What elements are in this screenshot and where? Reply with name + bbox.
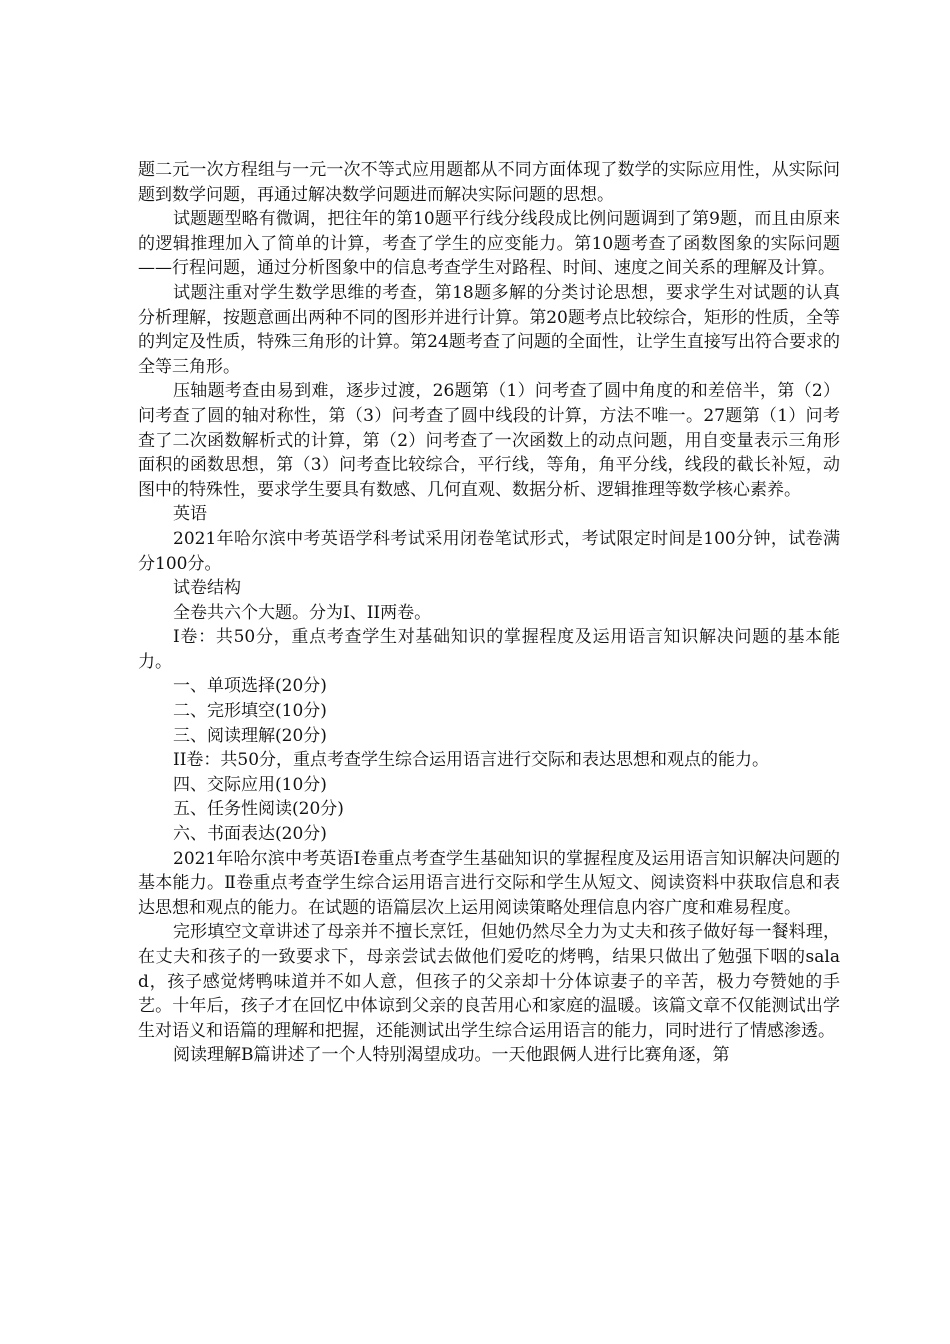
paragraph-reading-b: 阅读理解B篇讲述了一个人特别渴望成功。一天他跟俩人进行比赛角逐，第 [173, 1045, 730, 1066]
section-heading-english: 英语 [173, 504, 207, 525]
list-item-section-four: 四、交际应用(10分) [173, 774, 327, 795]
paragraph-exam-format: 2021年哈尔滨中考英语学科考试采用闭卷笔试形式，考试限定时间是100分钟，试卷满分100分。 [138, 528, 840, 574]
paragraph-2: 试题题型略有微调，把往年的第10题平行线分线段成比例问题调到了第9题，而且由原来的逻辑推理加入了简单的计算，考查了学生的应变能力。第10题考查了函数图象的实际问题——行程问题，通过分析图象中的信息考查学生对路程、时间、速度之间关系的理解及计算。 [138, 209, 840, 279]
paragraph-paper-one: I卷：共50分，重点考查学生对基础知识的掌握程度及运用语言知识解决问题的基本能力。 [138, 627, 840, 672]
document-page [138, 158, 840, 1068]
paragraph-3: 试题注重对学生数学思维的考查，第18题多解的分类讨论思想，要求学生对试题的认真分析理解，按题意画出两种不同的图形并进行计算。第20题考点比较综合，矩形的性质，全等的判定及性质，特殊三角形的计算。第24题考查了问题的全面性，让学生直接写出符合要求的全等三角形。 [138, 282, 840, 377]
list-item-section-six: 六、书面表达(20分) [173, 824, 327, 845]
list-item-section-three: 三、阅读理解(20分) [173, 725, 327, 746]
subheading-paper-structure: 试卷结构 [173, 578, 241, 599]
paragraph-analysis: 2021年哈尔滨中考英语Ⅰ卷重点考查学生基础知识的掌握程度及运用语言知识解决问题的基本能力。Ⅱ卷重点考查学生综合运用语言进行交际和学生从短文、阅读资料中获取信息和表达思想和观点的能力。在试题的语篇层次上运用阅读策略处理信息内容广度和难易程度。 [138, 848, 840, 918]
list-item-section-one: 一、单项选择(20分) [173, 676, 327, 697]
list-item-section-two: 二、完形填空(10分) [173, 701, 327, 722]
paragraph-paper-two: II卷：共50分，重点考查学生综合运用语言进行交际和表达思想和观点的能力。 [173, 750, 770, 771]
paragraph-structure-overview: 全卷共六个大题。分为I、II两卷。 [173, 602, 432, 623]
paragraph-cloze: 完形填空文章讲述了母亲并不擅长烹饪，但她仍然尽全力为丈夫和孩子做好每一餐料理，在丈夫和孩子的一致要求下，母亲尝试去做他们爱吃的烤鸭，结果只做出了勉强下咽的salad，孩子感觉烤鸭味道并不如人意，但孩子的父亲却十分体谅妻子的辛苦，极力夸赞她的手艺。十年后，孩子才在回忆中体谅到父亲的良苦用心和家庭的温暖。该篇文章不仅能测试出学生对语义和语篇的理解和把握，还能测试出学生综合运用语言的能力，同时进行了情感渗透。 [138, 922, 840, 1041]
paragraph-4: 压轴题考查由易到难，逐步过渡，26题第（1）问考查了圆中角度的和差倍半，第（2）问考查了圆的轴对称性，第（3）问考查了圆中线段的计算，方法不唯一。27题第（1）问考查了二次函数解析式的计算，第（2）问考查了一次函数上的动点问题，用自变量表示三角形面积的函数思想，第（3）问考查比较综合，平行线，等角，角平分线，线段的截长补短，动图中的特殊性，要求学生要具有数感、几何直观、数据分析、逻辑推理等数学核心素养。 [138, 381, 840, 500]
list-item-section-five: 五、任务性阅读(20分) [173, 799, 344, 820]
paragraph-1: 题二元一次方程组与一元一次不等式应用题都从不同方面体现了数学的实际应用性，从实际问题到数学问题，再通过解决数学问题进而解决实际问题的思想。 [138, 160, 840, 205]
